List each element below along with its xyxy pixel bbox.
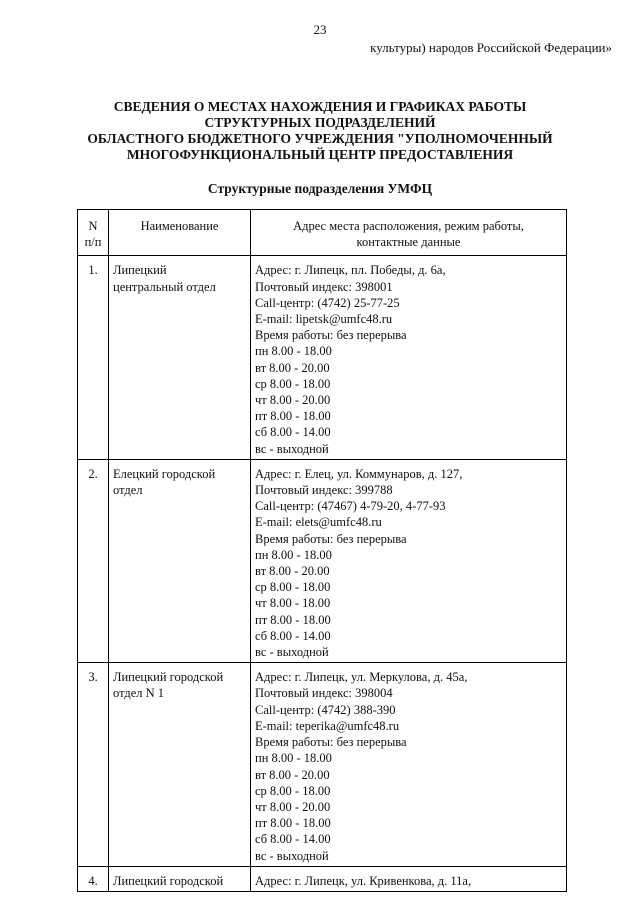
- unit-detail-line: сб 8.00 - 14.00: [255, 628, 331, 643]
- unit-detail-line: ср 8.00 - 18.00: [255, 580, 331, 595]
- table-header-row: [78, 210, 567, 256]
- unit-detail-line: Адрес: г. Липецк, ул. Кривенкова, д. 11а,: [255, 873, 472, 888]
- unit-detail-line: Адрес: г. Липецк, пл. Победы, д. 6а,: [255, 263, 446, 278]
- unit-detail-line: пт 8.00 - 18.00: [255, 816, 331, 831]
- header-address-line: контактные данные: [356, 235, 461, 250]
- header-num: [78, 210, 109, 256]
- unit-name: [109, 459, 251, 662]
- header-address-line: Адрес места расположения, режим работы,: [293, 219, 524, 233]
- unit-detail-line: пт 8.00 - 18.00: [255, 409, 331, 424]
- unit-detail-line: ср 8.00 - 18.00: [255, 376, 331, 391]
- unit-details: [251, 459, 567, 662]
- header-address: [251, 210, 567, 256]
- unit-detail-line: пт 8.00 - 18.00: [255, 612, 331, 627]
- header-num-line: N: [88, 219, 98, 233]
- unit-detail-line: Почтовый индекс: 398004: [255, 686, 393, 701]
- unit-detail-line: E-mail: teperika@umfc48.ru: [255, 718, 400, 733]
- unit-name-line: центральный отдел: [113, 279, 216, 294]
- unit-detail-line: ср 8.00 - 18.00: [255, 783, 331, 798]
- unit-detail-line: Почтовый индекс: 399788: [255, 483, 393, 498]
- unit-name-line: отдел: [113, 483, 143, 498]
- unit-name-line: Липецкий городской: [113, 873, 224, 888]
- unit-detail-line: чт 8.00 - 18.00: [255, 596, 331, 611]
- row-number: 2.: [78, 459, 109, 662]
- unit-name-line: Елецкий городской: [113, 466, 216, 481]
- unit-detail-line: Call-центр: (47467) 4-79-20, 4-77-93: [255, 499, 446, 514]
- unit-name-line: отдел N 1: [113, 686, 165, 701]
- row-number: 4.: [78, 866, 109, 891]
- unit-details: [251, 663, 567, 866]
- unit-detail-line: E-mail: lipetsk@umfc48.ru: [255, 312, 393, 327]
- units-table-body: [78, 256, 567, 892]
- row-number: 1.: [78, 256, 109, 459]
- unit-detail-line: вс - выходной: [255, 848, 329, 863]
- unit-detail-line: вт 8.00 - 20.00: [255, 360, 330, 375]
- unit-detail-line: Call-центр: (4742) 388-390: [255, 702, 396, 717]
- unit-detail-line: чт 8.00 - 20.00: [255, 393, 331, 408]
- unit-detail-line: Адрес: г. Липецк, ул. Меркулова, д. 45а,: [255, 670, 468, 685]
- unit-name: [109, 663, 251, 866]
- page-number: 23: [313, 22, 327, 37]
- unit-name: [109, 256, 251, 459]
- unit-detail-line: чт 8.00 - 20.00: [255, 799, 331, 814]
- title-line: ОБЛАСТНОГО БЮДЖЕТНОГО УЧРЕЖДЕНИЯ "УПОЛНОМОЧЕННЫЙ: [87, 131, 553, 146]
- header-num-line: п/п: [84, 235, 102, 250]
- running-header: культуры) народов Российской Федерации»: [370, 40, 612, 55]
- unit-detail-line: пн 8.00 - 18.00: [255, 344, 332, 359]
- unit-name-line: Липецкий: [113, 263, 167, 278]
- unit-detail-line: Адрес: г. Елец, ул. Коммунаров, д. 127,: [255, 466, 463, 481]
- table-row: [78, 256, 567, 459]
- title-line: СТРУКТУРНЫХ ПОДРАЗДЕЛЕНИЙ: [204, 115, 436, 130]
- unit-detail-line: вс - выходной: [255, 441, 329, 456]
- unit-details: [251, 256, 567, 459]
- unit-detail-line: Время работы: без перерыва: [255, 531, 407, 546]
- unit-detail-line: Время работы: без перерыва: [255, 328, 407, 343]
- section-subtitle: Структурные подразделения УМФЦ: [207, 181, 433, 196]
- title-line: СВЕДЕНИЯ О МЕСТАХ НАХОЖДЕНИЯ И ГРАФИКАХ РАБОТЫ: [113, 99, 527, 114]
- unit-detail-line: Call-центр: (4742) 25-77-25: [255, 295, 400, 310]
- document-title: [0, 99, 640, 163]
- units-table: [77, 209, 567, 892]
- unit-detail-line: пн 8.00 - 18.00: [255, 547, 332, 562]
- unit-name: [109, 866, 251, 891]
- unit-detail-line: сб 8.00 - 14.00: [255, 832, 331, 847]
- unit-detail-line: E-mail: elets@umfc48.ru: [255, 515, 382, 530]
- table-row: [78, 663, 567, 866]
- title-line: МНОГОФУНКЦИОНАЛЬНЫЙ ЦЕНТР ПРЕДОСТАВЛЕНИЯ: [126, 147, 514, 162]
- unit-detail-line: пн 8.00 - 18.00: [255, 751, 332, 766]
- unit-detail-line: Почтовый индекс: 398001: [255, 279, 393, 294]
- row-number: 3.: [78, 663, 109, 866]
- unit-detail-line: вт 8.00 - 20.00: [255, 564, 330, 579]
- table-row: [78, 459, 567, 662]
- unit-detail-line: вс - выходной: [255, 645, 329, 660]
- unit-detail-line: Время работы: без перерыва: [255, 735, 407, 750]
- header-name: Наименование: [109, 210, 251, 256]
- unit-name-line: Липецкий городской: [113, 670, 224, 685]
- unit-details: [251, 866, 567, 891]
- unit-detail-line: сб 8.00 - 14.00: [255, 425, 331, 440]
- unit-detail-line: вт 8.00 - 20.00: [255, 767, 330, 782]
- table-row: [78, 866, 567, 891]
